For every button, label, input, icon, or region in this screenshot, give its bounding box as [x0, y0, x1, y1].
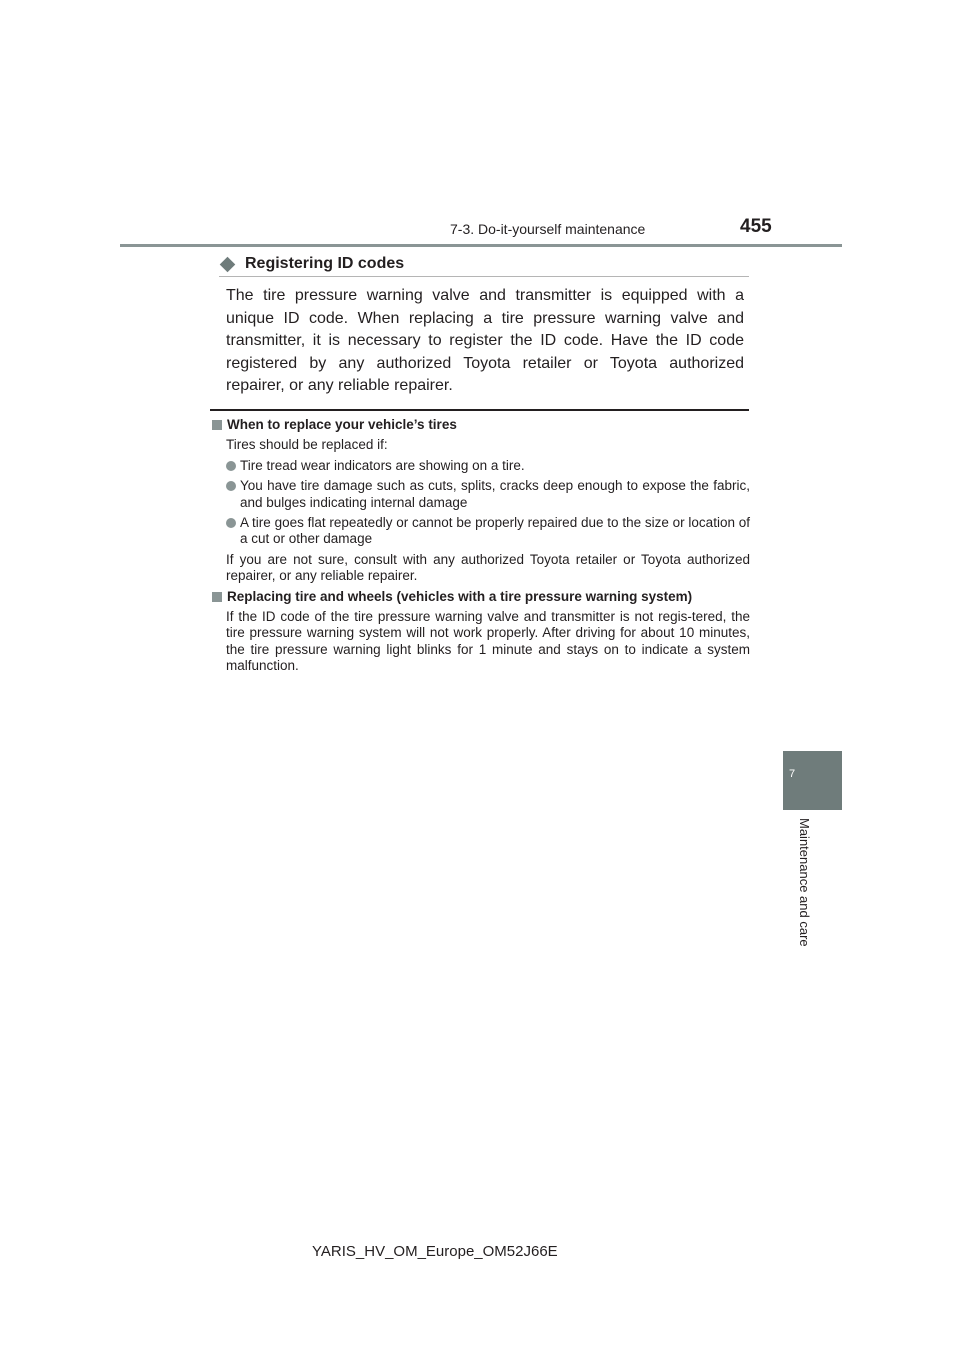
- square-bullet-icon: [212, 420, 222, 430]
- subsection-body: The tire pressure warning valve and transmitter is equipped with a unique ID code. When replacing a tire pressure warning valve and transmitter, it is necessary to register the ID code. Have the ID code registered by any authorized Toyota retailer or Toyota authorized repairer, or any reliable repairer.: [226, 287, 744, 394]
- note-heading-text: Replacing tire and wheels (vehicles with a tire pressure warning system): [227, 588, 693, 604]
- bullet-list: [212, 458, 750, 548]
- note-outro: If you are not sure, consult with any authorized Toyota retailer or Toyota authorized repairer, or any reliable repairer.: [226, 551, 750, 584]
- header-section-title: 7-3. Do-it-yourself maintenance: [450, 221, 646, 237]
- note-heading-text: When to replace your vehicle’s tires: [227, 417, 457, 432]
- chapter-tab-number: 7: [789, 768, 796, 780]
- list-item: [226, 458, 750, 474]
- header-divider: [120, 244, 842, 247]
- diamond-icon: [220, 256, 236, 272]
- note-body: If the ID code of the tire pressure warning valve and transmitter is not regis-tered, the tire pressure warning system will not work properly. After driving for about 10 minutes, the tire pressure warning light blinks for 1 minute and stays on to indicate a system malfunction.: [226, 609, 750, 674]
- circle-bullet-icon: [226, 461, 236, 471]
- square-bullet-icon: [212, 592, 222, 602]
- list-item-text: You have tire damage such as cuts, splits, cracks deep enough to expose the fabric, and bulges indicating internal damage: [240, 478, 750, 510]
- notes-section: [212, 417, 750, 679]
- circle-bullet-icon: [226, 518, 236, 528]
- list-item: [226, 515, 750, 548]
- chapter-tab: [783, 751, 842, 810]
- notes-divider: [210, 409, 749, 411]
- document-id: YARIS_HV_OM_Europe_OM52J66E: [312, 1243, 558, 1260]
- list-item-text: Tire tread wear indicators are showing on a tire.: [240, 457, 525, 473]
- note-heading: [212, 417, 750, 433]
- list-item-text: A tire goes flat repeatedly or cannot be properly repaired due to the size or location of a cut or other damage: [240, 515, 750, 547]
- chapter-tab-label: Maintenance and care: [797, 818, 812, 947]
- circle-bullet-icon: [226, 481, 236, 491]
- page-number: 455: [740, 216, 772, 237]
- subsection-heading: [219, 255, 404, 273]
- note-intro: Tires should be replaced if:: [226, 437, 388, 453]
- list-item: [226, 478, 750, 511]
- subsection-title: Registering ID codes: [245, 255, 405, 272]
- subsection-divider: [219, 276, 749, 277]
- note-heading: [212, 589, 750, 605]
